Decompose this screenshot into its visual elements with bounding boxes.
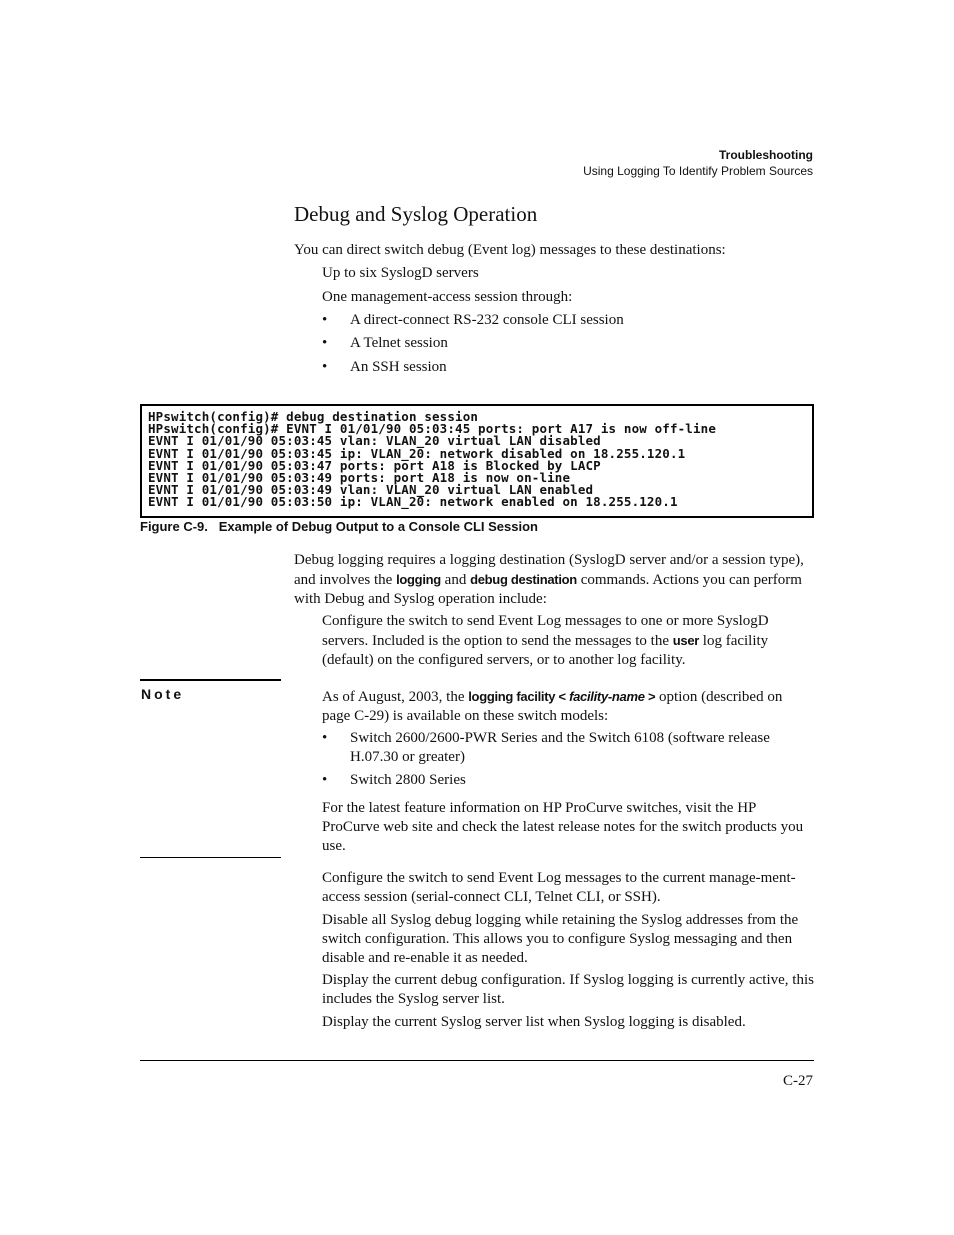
command-keyword: > [644, 689, 656, 704]
action-display-config: Display the current debug configuration. If Syslog logging is currently active, this includes the Syslog server list. [322, 972, 814, 1007]
note-label: Note [141, 686, 185, 702]
session-bullet-console: A direct-connect RS-232 console CLI session [350, 312, 624, 328]
note-paragraph-facility [322, 687, 814, 726]
page-number: C-27 [783, 1073, 813, 1089]
console-line: HPswitch(config)# debug destination session [148, 409, 479, 424]
console-line: EVNT I 01/01/90 05:03:50 ip: VLAN_20: network enabled on 18.255.120.1 [148, 494, 678, 510]
text-run: option (described on page C-29) is available on these switch models: [322, 689, 783, 724]
section-title: Debug and Syslog Operation [294, 202, 538, 226]
console-line: EVNT I 01/01/90 05:03:47 ports: port A18 is Blocked by LACP [148, 457, 601, 473]
console-line: EVNT I 01/01/90 05:03:49 vlan: VLAN_20 virtual LAN enabled [148, 482, 594, 498]
running-header-section: Using Logging To Identify Problem Sources [583, 164, 813, 178]
bullet-marker: • [322, 772, 328, 788]
command-keyword: logging [396, 572, 441, 587]
text-run: Configure the switch to send Event Log messages to one or more SyslogD servers. Included is the option to send the messages to the [322, 613, 769, 649]
console-output-figure [140, 404, 814, 518]
note-paragraph-latest-info: For the latest feature information on HP ProCurve switches, visit the HP ProCurve web site and check the latest release notes for the switch products you use. [322, 800, 804, 854]
destination-session: One management-access session through: [322, 289, 573, 305]
action-configure-syslog [322, 612, 814, 670]
session-bullet-ssh: An SSH session [350, 359, 447, 375]
bullet-marker: • [322, 359, 328, 375]
session-bullet-telnet: A Telnet session [350, 335, 448, 351]
text-run: commands. Actions you can perform with Debug and Syslog operation include: [294, 572, 802, 607]
note-bullet-2800: Switch 2800 Series [350, 772, 466, 788]
command-keyword: user [672, 633, 700, 648]
figure-caption: Figure C-9. Example of Debug Output to a Console CLI Session [140, 519, 538, 534]
action-display-server-list: Display the current Syslog server list when Syslog logging is disabled. [322, 1014, 746, 1030]
text-run: As of August, 2003, the [322, 689, 469, 705]
intro-paragraph: You can direct switch debug (Event log) messages to these destinations: [294, 242, 726, 258]
bullet-marker: • [322, 312, 328, 328]
note-bullet-2600: Switch 2600/2600-PWR Series and the Switch 6108 (software release H.07.30 or greater) [350, 730, 770, 765]
text-run: Debug logging requires a logging destination (SyslogD server and/or a session type), and involves the [294, 552, 804, 588]
console-line: EVNT I 01/01/90 05:03:45 vlan: VLAN_20 virtual LAN disabled [148, 433, 601, 449]
action-session-logging: Configure the switch to send Event Log messages to the current manage-ment-access session (serial-connect CLI, Telnet CLI, or SSH). [322, 870, 796, 905]
footer-rule [140, 1060, 814, 1061]
command-parameter: facility-name [565, 689, 645, 704]
text-run: log facility (default) on the configured servers, or to another log facility. [322, 633, 769, 668]
console-line: EVNT I 01/01/90 05:03:49 ports: port A18 is now on-line [148, 470, 571, 486]
destination-syslog: Up to six SyslogD servers [322, 265, 479, 281]
running-header-chapter: Troubleshooting [719, 148, 813, 162]
command-keyword: debug destination [470, 572, 577, 587]
note-bottom-rule [140, 857, 281, 858]
body-paragraph-debug-logging [294, 551, 814, 609]
console-line: EVNT I 01/01/90 05:03:45 ip: VLAN_20: network disabled on 18.255.120.1 [148, 445, 686, 461]
note-top-rule [140, 679, 281, 681]
console-line: HPswitch(config)# EVNT I 01/01/90 05:03:45 ports: port A17 is now off-line [148, 421, 716, 437]
bullet-marker: • [322, 730, 328, 746]
action-disable-syslog: Disable all Syslog debug logging while retaining the Syslog addresses from the switch configuration. This allows you to configure Syslog messaging and then disable and re-enable it as needed. [322, 912, 799, 966]
command-keyword: logging facility < [468, 689, 566, 704]
bullet-marker: • [322, 335, 328, 351]
text-run: and [440, 572, 471, 588]
